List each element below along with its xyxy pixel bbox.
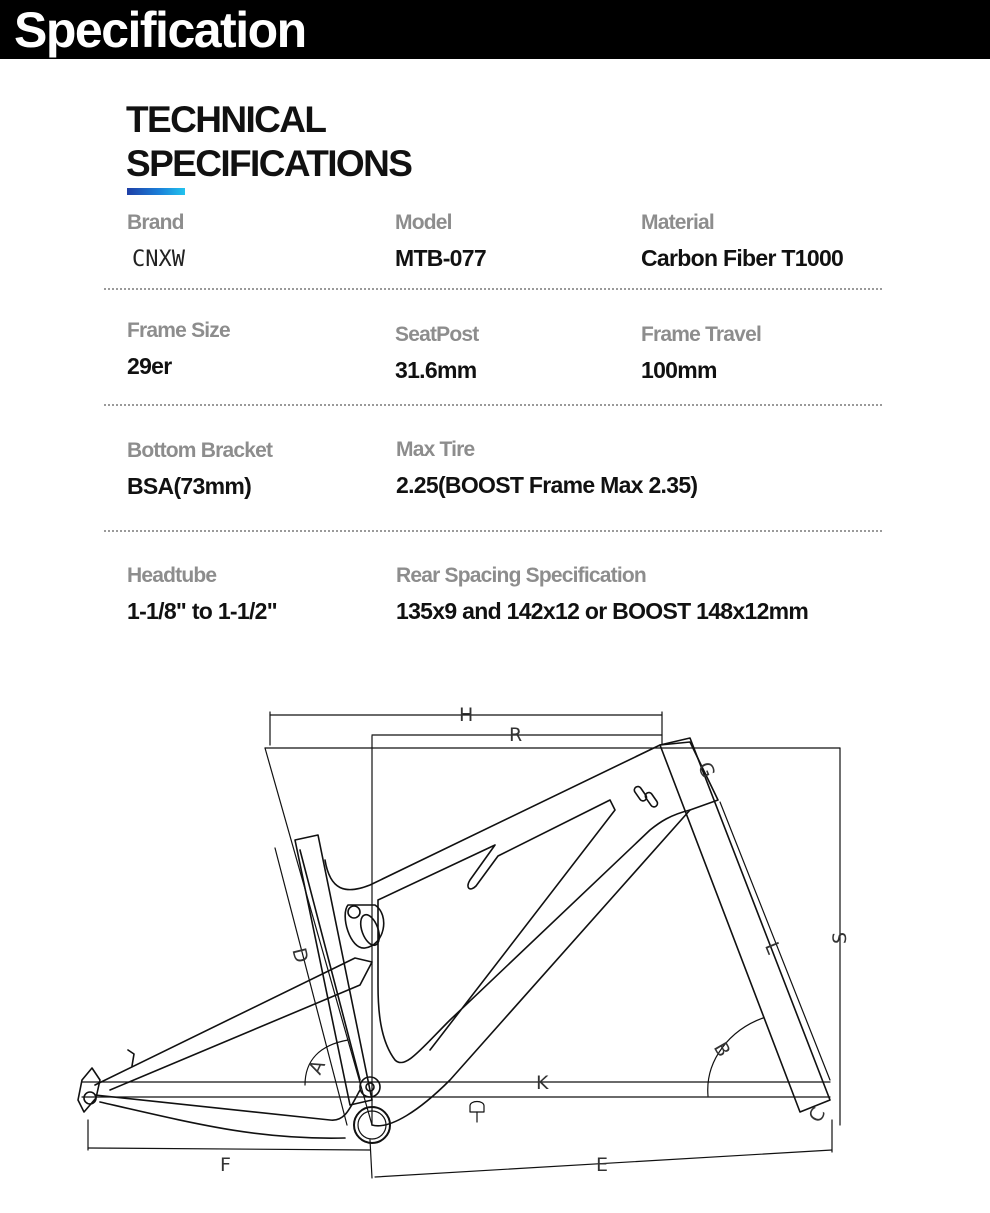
dimension-label-s: S: [829, 931, 851, 944]
header-bar: [0, 0, 990, 59]
row-divider: [104, 404, 882, 406]
spec-value: 135x9 and 142x12 or BOOST 148x12mm: [396, 598, 809, 624]
spec-value: 31.6mm: [395, 357, 477, 383]
spec-value: MTB-077: [395, 245, 486, 271]
heading-accent-bar: [127, 188, 185, 195]
spec-frame-travel: [641, 322, 761, 384]
dimension-label-seat-tube: D: [287, 945, 313, 966]
spec-label: Brand: [127, 211, 184, 234]
dimension-label-c: C: [804, 1103, 831, 1127]
dimension-label-r: R: [509, 724, 523, 746]
row-divider: [104, 288, 882, 290]
spec-label: Rear Spacing Specification: [396, 564, 646, 587]
dimension-label-h: H: [459, 704, 474, 726]
dimension-label-f: F: [220, 1154, 231, 1176]
spec-brand: [127, 210, 185, 274]
spec-label: Model: [395, 211, 452, 234]
section-heading: [126, 98, 411, 186]
spec-value: BSA(73mm): [127, 473, 252, 499]
spec-value: 1-1/8" to 1-1/2": [127, 598, 277, 624]
dimension-label-b: B: [708, 1038, 735, 1061]
spec-label: Headtube: [127, 564, 217, 587]
page-title: Specification: [14, 2, 306, 58]
spec-value: 100mm: [641, 357, 717, 383]
section-heading-line2: SPECIFICATIONS: [126, 143, 412, 184]
dimension-label-l: L: [760, 939, 785, 958]
spec-rear-spacing: [396, 563, 808, 625]
dimension-label-a: A: [304, 1056, 331, 1078]
spec-material: [641, 210, 843, 272]
spec-value: 29er: [127, 353, 172, 379]
dimension-label-k: K: [536, 1072, 549, 1094]
spec-value: Carbon Fiber T1000: [641, 245, 844, 271]
spec-value: 2.25(BOOST Frame Max 2.35): [396, 472, 698, 498]
section-heading-line1: TECHNICAL: [126, 99, 326, 140]
spec-value: CNXW: [132, 247, 185, 272]
spec-headtube: [127, 563, 277, 625]
spec-label: Frame Size: [127, 319, 230, 342]
spec-model: [395, 210, 486, 272]
spec-bottom-bracket: [127, 438, 272, 500]
dimension-label-e: E: [596, 1154, 609, 1176]
spec-label: Max Tire: [396, 438, 475, 461]
dimension-label-g: G: [693, 759, 720, 781]
spec-max-tire: [396, 437, 697, 499]
frame-geometry-diagram: [0, 690, 990, 1190]
spec-label: Frame Travel: [641, 323, 761, 346]
spec-frame-size: [127, 318, 230, 380]
row-divider: [104, 530, 882, 532]
spec-label: Bottom Bracket: [127, 439, 273, 462]
spec-seatpost: [395, 322, 478, 384]
spec-label: Material: [641, 211, 714, 234]
spec-label: SeatPost: [395, 323, 479, 346]
